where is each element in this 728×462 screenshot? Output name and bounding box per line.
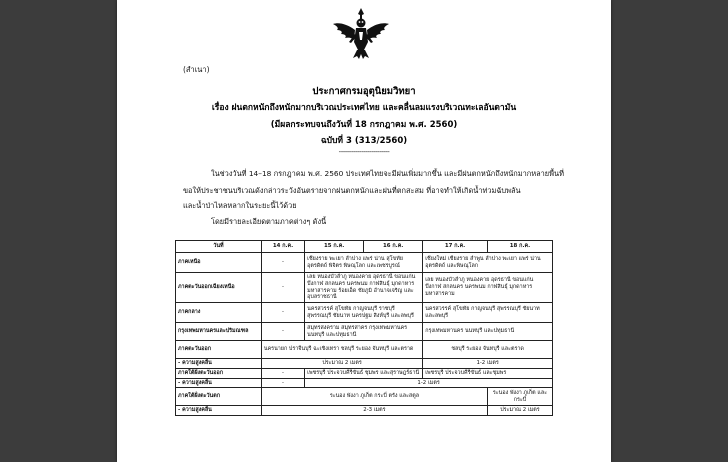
region-label: ภาคตะวันออกเฉียงเหนือ <box>176 273 262 303</box>
effective-period: (มีผลกระทบจนถึงวันที่ 18 กรกฎาคม พ.ศ. 2560) <box>270 120 458 130</box>
announcement-title: ประกาศกรมอุตุนิยมวิทยา <box>312 86 416 97</box>
table-cell: นครสวรรค์ สุโขทัย กาญจนบุรี สุพรรณบุรี ชัยนาท และลพบุรี <box>423 303 553 323</box>
table-cell: เลย หนองบัวลำภู หนองคาย อุดรธานี ขอนแก่น บึงกาฬ สกลนคร นครพนม กาฬสินธุ์ มุกดาหาร มหาสารคาม ร้อยเอ็ด ชัยภูมิ อำนาจเจริญ และอุบลราชธานี <box>305 273 423 303</box>
document-page <box>117 0 611 462</box>
region-label: ภาคเหนือ <box>176 253 262 273</box>
header-cell-14: 14 ก.ค. <box>261 241 304 253</box>
table-row-south-east-waves <box>176 378 553 388</box>
separator-line: ------------------------- <box>338 148 390 156</box>
table-cell: - <box>261 368 304 378</box>
paragraph-line-3: และน้ำป่าไหลหลากในระยะนี้ไว้ด้วย <box>183 201 297 210</box>
table-cell: ประมาณ 2 เมตร <box>261 359 422 369</box>
table-cell: - <box>261 323 304 341</box>
table-cell: ชลบุรี ระยอง จันทบุรี และตราด <box>423 341 553 359</box>
region-label: ภาคใต้ฝั่งตะวันตก <box>176 388 262 406</box>
paragraph-line-4: โดยมีรายละเอียดตามภาคต่างๆ ดังนี้ <box>211 217 327 226</box>
region-label: กรุงเทพมหานครและปริมณฑล <box>176 323 262 341</box>
table-cell: เลย หนองบัวลำภู หนองคาย อุดรธานี ขอนแก่น บึงกาฬ สกลนคร นครพนม กาฬสินธุ์ มุกดาหาร มหาสารคาม <box>423 273 553 303</box>
header-cell-17: 17 ก.ค. <box>423 241 488 253</box>
table-cell: 1-2 เมตร <box>305 378 553 388</box>
table-cell: นครสวรรค์ สุโขทัย กาญจนบุรี ราชบุรี สุพรรณบุรี ชัยนาท นครปฐม สิงห์บุรี และลพบุรี <box>305 303 423 323</box>
forecast-table <box>175 240 553 416</box>
table-cell: ประมาณ 2 เมตร <box>487 406 552 416</box>
table-row-south-east <box>176 368 553 378</box>
table-cell: นครนายก ปราจีนบุรี ฉะเชิงเทรา ชลบุรี ระยอง จันทบุรี และตราด <box>261 341 422 359</box>
table-cell: - <box>261 253 304 273</box>
region-label: - ความสูงคลื่น <box>176 359 262 369</box>
region-label: ภาคกลาง <box>176 303 262 323</box>
table-cell: กรุงเทพมหานคร นนทบุรี และปทุมธานี <box>423 323 553 341</box>
table-cell: 1-2 เมตร <box>423 359 553 369</box>
region-label: - ความสูงคลื่น <box>176 406 262 416</box>
table-cell: ระนอง พังงา ภูเก็ต กระบี่ ตรัง และสตูล <box>261 388 487 406</box>
header-cell-date: วันที่ <box>176 241 262 253</box>
table-header-row <box>176 241 553 253</box>
table-row-south-west-waves <box>176 406 553 416</box>
table-cell: - <box>261 273 304 303</box>
table-cell: เพชรบุรี ประจวบคีรีขันธ์ ชุมพร และสุราษฎร์ธานี <box>305 368 423 378</box>
table-cell: สมุทรสงคราม สมุทรสาคร กรุงเทพมหานคร นนทบุรี และปทุมธานี <box>305 323 423 341</box>
table-cell: เชียงราย พะเยา ลำปาง แพร่ น่าน สุโขทัย อุตรดิตถ์ พิจิตร พิษณุโลก และเพชรบูรณ์ <box>305 253 423 273</box>
region-label: ภาคใต้ฝั่งตะวันออก <box>176 368 262 378</box>
paragraph-line-2: ขอให้ประชาชนบริเวณดังกล่าวระวังอันตรายจากฝนตกหนักและฝนที่ตกสะสม ที่อาจทำให้เกิดน้ำท่วมฉับพลัน <box>183 186 521 195</box>
table-row-bangkok <box>176 323 553 341</box>
table-row-south-west <box>176 388 553 406</box>
header-cell-16: 16 ก.ค. <box>364 241 423 253</box>
table-cell: เชียงใหม่ เชียงราย ลำพูน ลำปาง พะเยา แพร่ น่าน อุตรดิตถ์ และพิษณุโลก <box>423 253 553 273</box>
region-label: - ความสูงคลื่น <box>176 378 262 388</box>
table-cell: - <box>261 378 304 388</box>
table-row-east <box>176 341 553 359</box>
table-cell: เพชรบุรี ประจวบคีรีขันธ์ และชุมพร <box>423 368 553 378</box>
table-row-northeast <box>176 273 553 303</box>
issue-number: ฉบับที่ 3 (313/2560) <box>320 136 408 146</box>
table-cell: 2-3 เมตร <box>261 406 487 416</box>
copy-label: (สำเนา) <box>183 65 210 74</box>
table-cell: ระนอง พังงา ภูเก็ต และกระบี่ <box>487 388 552 406</box>
header-cell-15: 15 ก.ค. <box>305 241 364 253</box>
table-row-central <box>176 303 553 323</box>
table-row-east-waves <box>176 359 553 369</box>
garuda-emblem <box>331 6 391 60</box>
table-cell: - <box>261 303 304 323</box>
announcement-subject: เรื่อง ฝนตกหนักถึงหนักมากบริเวณประเทศไทย และคลื่นลมแรงบริเวณทะเลอันดามัน <box>211 103 517 113</box>
paragraph-line-1: ในช่วงวันที่ 14–18 กรกฎาคม พ.ศ. 2560 ประเทศไทยจะมีฝนเพิ่มมากขึ้น และมีฝนตกหนักถึงหนักมากหลายพื้นที่ <box>211 169 564 178</box>
table-row-north <box>176 253 553 273</box>
region-label: ภาคตะวันออก <box>176 341 262 359</box>
header-cell-18: 18 ก.ค. <box>487 241 552 253</box>
